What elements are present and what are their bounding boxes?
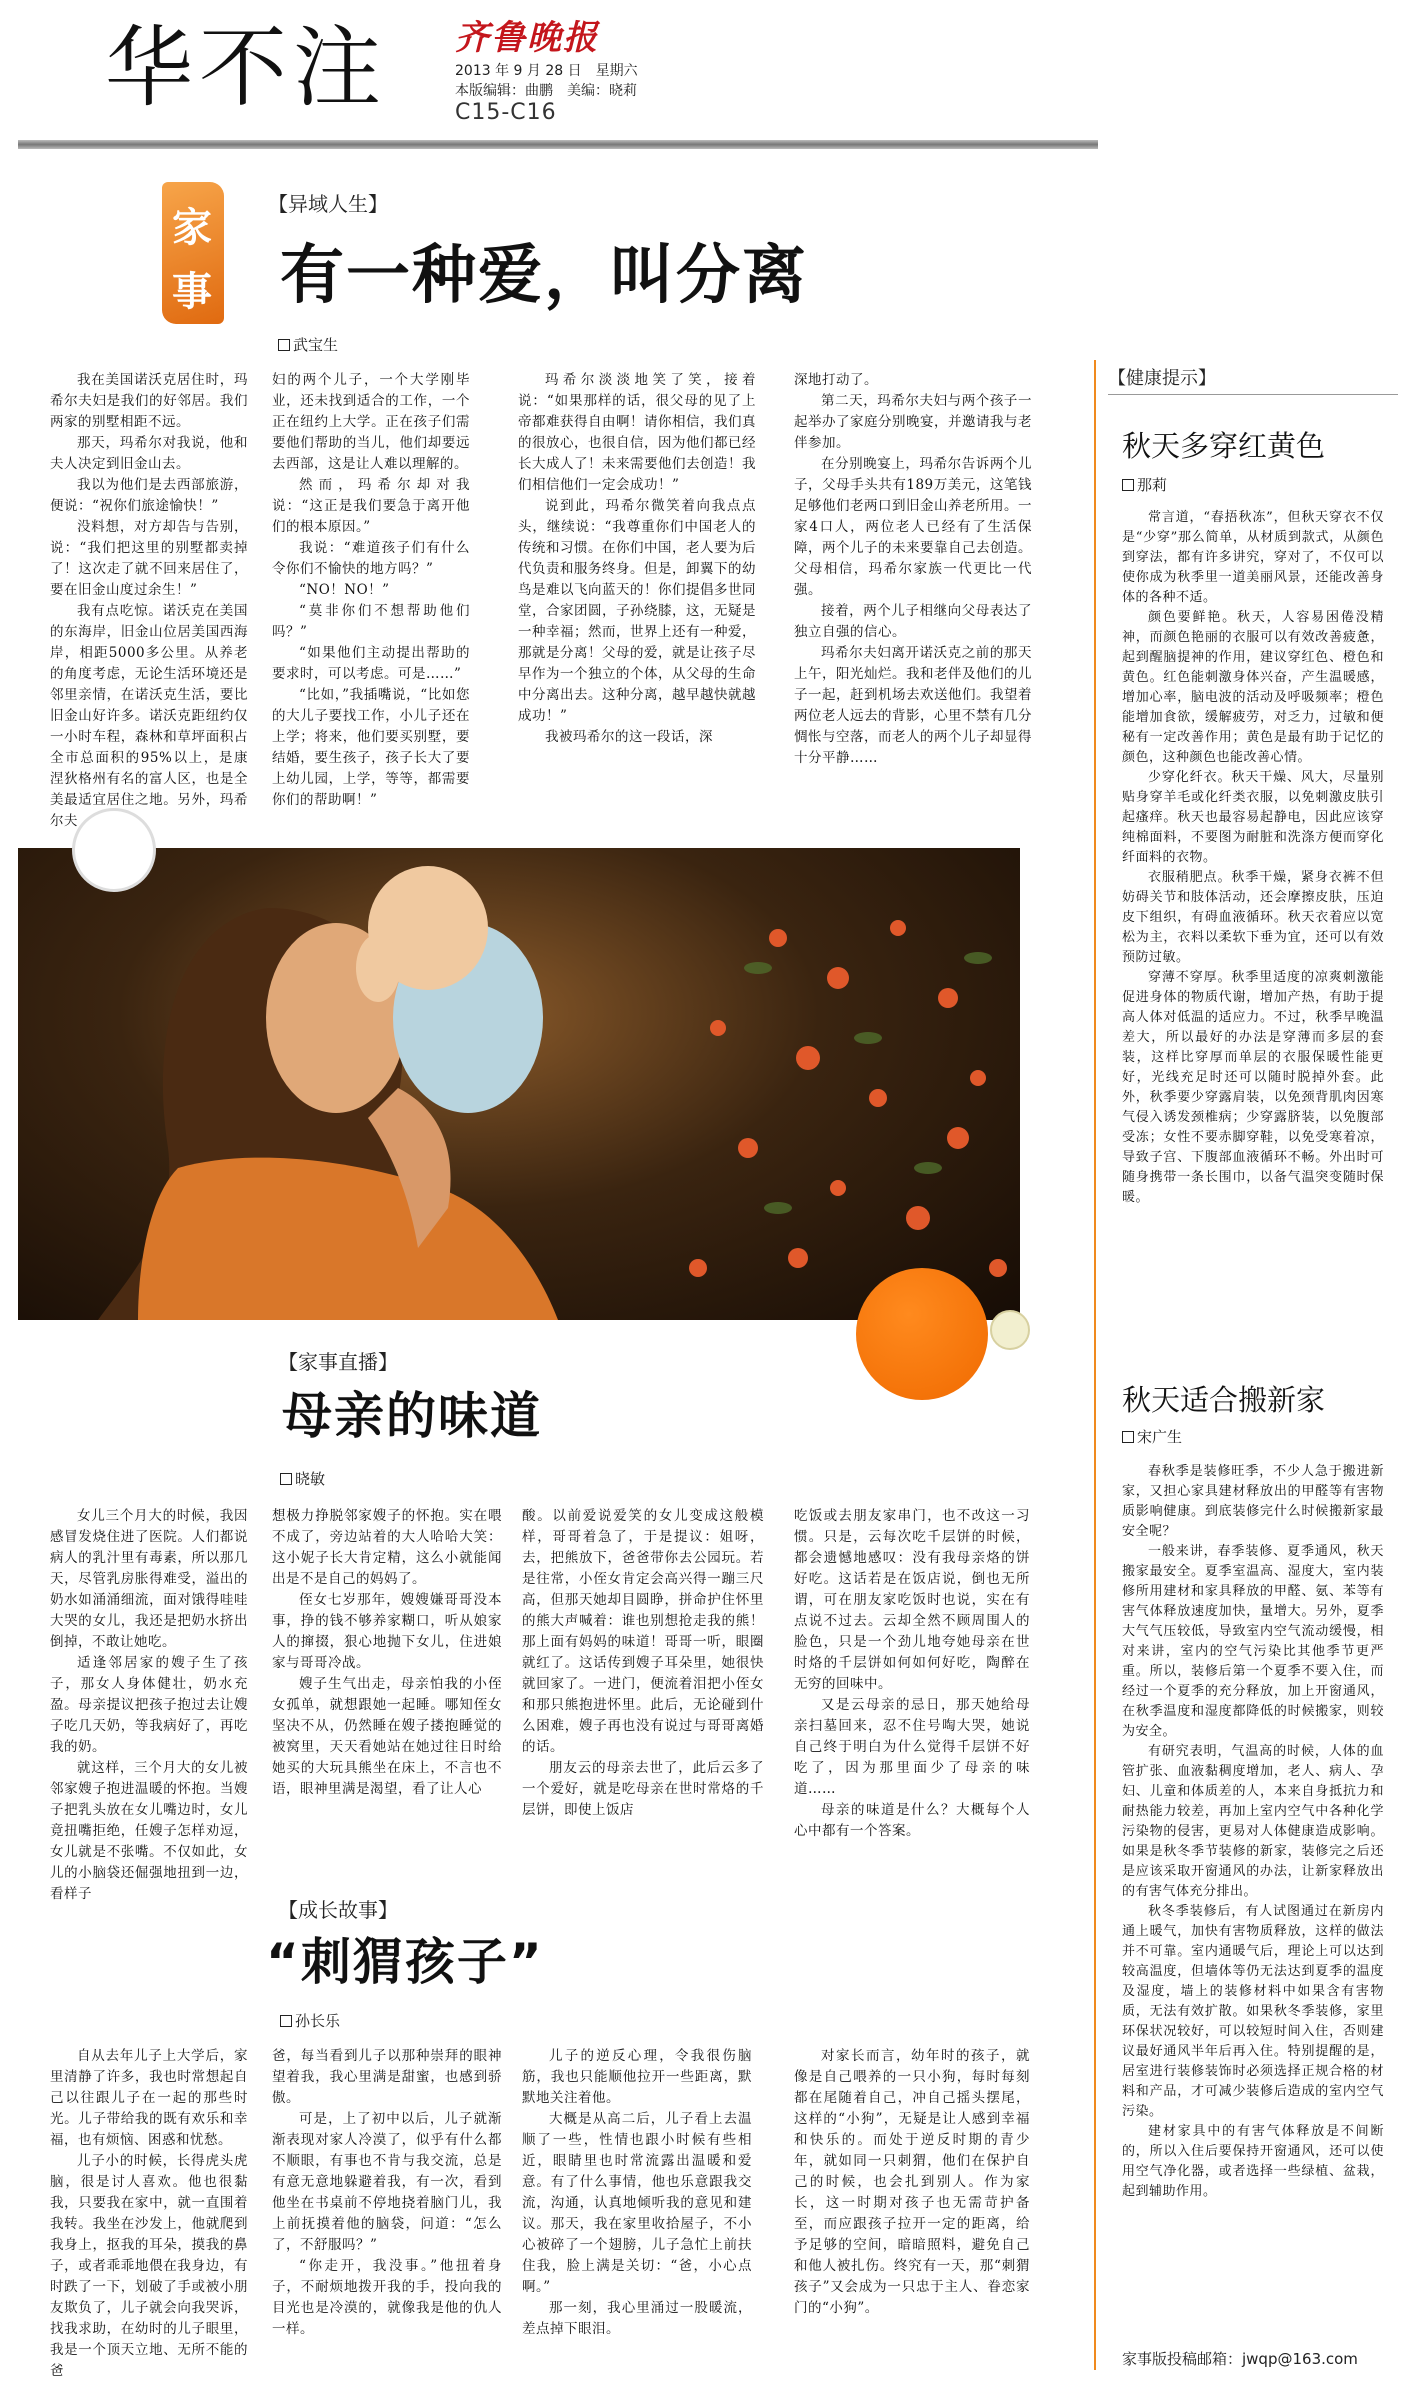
article2-col-1: [50, 1506, 248, 1902]
article3-col-2: [272, 2046, 502, 2372]
health-para: 有研究表明，气温高的时候，人体的血管扩张、血液黏稠度增加，老人、病人、孕妇、儿童和体质差的人，本来自身抵抗力和耐热能力较差，再加上室内空气中各种化学污染物的侵害，更易对人体健康造成影响。如果是秋冬季节装修的新家，装修完之后还是应该采取开窗通风的办法，让新家释放出的有害气体充分排出。: [1122, 1744, 1384, 1899]
health-title-1: 秋天多穿红黄色: [1122, 429, 1326, 463]
article3-author: 孙长乐: [295, 2012, 341, 2030]
article2-col-2: [272, 1506, 502, 1886]
article1-kicker: 【异域人生】: [268, 192, 388, 216]
article1-title: 有一种爱，叫分离: [280, 239, 808, 313]
article3-para: “你走开，我没事。”他扭着身子，不耐烦地拨开我的手，投向我的目光也是冷漠的，就像我是他的仇人一样。: [272, 2258, 502, 2337]
column-tag-char-1: 家: [172, 205, 212, 251]
article3-para: 大概是从高二后，儿子看上去温顺了一些，性情也跟小时候有些相近，眼睛里也时常流露出温暖和爱意。有了什么事情，他也乐意跟我交流，沟通，认真地倾听我的意见和建议。那天，我在家里收拾屋子，不小心被碎了一个翅膀，儿子急忙上前扶住我，脸上满是关切：“爸，小心点啊。”: [522, 2111, 752, 2295]
article3-kicker: 【成长故事】: [278, 1898, 398, 1922]
decor-circle-orange: [856, 1268, 988, 1400]
paper-name: 齐鲁晚报: [455, 18, 599, 58]
article1-col-3: [518, 370, 756, 800]
article3-para: 爸，每当看到儿子以那种崇拜的眼神望着我，我心里满是甜蜜，也感到骄傲。: [272, 2048, 502, 2106]
masthead: [0, 0, 1409, 150]
health-byline-2: [1122, 1426, 1182, 1447]
column-tag-char-2: 事: [172, 269, 212, 315]
article3-para: 对家长而言，幼年时的孩子，就像是自己喂养的一只小狗，每时每刻都在尾随着自己，冲自己摇头摆尾，这样的“小狗”，无疑是让人感到幸福和快乐的。而处于逆反时期的青少年，就如同一只刺猬，他们在保护自己的时候，也会扎到别人。作为家长，这一时期对孩子也无需苛护备至，而应跟孩子拉开一定的距离，给予足够的空间，暗暗照料，避免自己和他人被扎伤。终究有一天，那“刺猬孩子”又会成为一只忠于主人、眷恋家门的“小狗”。: [794, 2048, 1030, 2316]
article1-para: 玛希尔夫妇离开诺沃克之前的那天上午，阳光灿烂。我和老伴及他们的儿子一起，赶到机场去欢送他们。我望着两位老人远去的背影，心里不禁有几分惆怅与空落，而老人的两个儿子却显得十分平静……: [794, 645, 1032, 766]
article2-para: 又是云母亲的忌日，那天她给母亲扫墓回来，忍不住号啕大哭，她说自己终于明白为什么觉得千层饼不好吃了，因为那里面少了母亲的味道……: [794, 1697, 1030, 1797]
mother-baby-photo: [18, 848, 1020, 1320]
health-para: 建材家具中的有害气体释放是不间断的，所以入住后要保持开窗通风，还可以使用空气净化器，或者选择一些绿植、盆栽，起到辅助作用。: [1122, 2124, 1384, 2199]
health-para: 春秋季是装修旺季，不少人急于搬进新家，又担心家具建材释放出的甲醛等有害物质影响健康。到底装修完什么时候搬新家最安全呢？: [1122, 1464, 1384, 1539]
masthead-rule: [18, 140, 1098, 149]
article2-para: 酸。以前爱说爱笑的女儿变成这般模样，哥哥着急了，于是提议：姐呀，去，把熊放下，爸爸带你去公园玩。若是往常，小侄女肯定会高兴得一蹦三尺高，但那天她却目圆睁，拼命护住怀里的熊大声喊着：谁也别想抢走我的熊！那上面有妈妈的味道！哥哥一听，眼圈就红了。这话传到嫂子耳朵里，她很快就回家了。一进门，便流着泪把小侄女和那只熊抱进怀里。此后，无论碰到什么困难，嫂子再也没有说过与哥哥离婚的话。: [522, 1508, 764, 1755]
health-para: 秋冬季装修后，有人试图通过在新房内通上暖气，加快有害物质释放，这样的做法并不可靠。室内通暖气后，理论上可以达到较高温度，但墙体等仍无法达到夏季的温度及湿度，墙上的装修材料中如果含有害物质，无法有效扩散。如果秋冬季装修，家里环保状况较好，可以较短时间入住，否则建议最好通风半年后再入住。特别提醒的是，居室进行装修装饰时必须选择正规合格的材料和产品，才可减少装修后造成的室内空气污染。: [1122, 1904, 1384, 2119]
article2-para: 适逢邻居家的嫂子生了孩子，那女人身体健壮，奶水充盈。母亲提议把孩子抱过去让嫂子吃几天奶，等我病好了，再吃我的奶。: [50, 1655, 248, 1755]
byline-box-icon: [280, 2015, 292, 2027]
article1-para: 深地打动了。: [794, 372, 878, 388]
article1-byline: [278, 334, 338, 355]
health-para: 一般来讲，春季装修、夏季通风，秋天搬家最安全。夏季室温高、湿度大，室内装修所用建材和家具释放的甲醛、氨、苯等有害气体释放速度加快，量增大。另外，夏季大气气压较低，导致室内空气流动缓慢，相对来讲，室内的空气污染比其他季节更严重。所以，装修后第一个夏季不要入住，而经过一个夏季的充分释放，加上开窗通风，在秋季温度和湿度都降低的时候搬家，则较为安全。: [1122, 1544, 1384, 1739]
health-para: 常言道，“春捂秋冻”，但秋天穿衣不仅是“少穿”那么简单，从材质到款式，从颜色到穿法，都有许多讲究，穿对了，不仅可以使你成为秋季里一道美丽风景，还能改善身体的各种不适。: [1122, 510, 1384, 605]
article1-para: 我有点吃惊。诺沃克在美国的东海岸，旧金山位居美国西海岸，相距5000多公里。从养老的角度考虑，无论生活环境还是邻里亲情，在诺沃克生活，要比旧金山好许多。诺沃克距纽约仅一小时车程，森林和草坪面积占全市总面积的95%以上，是康涅狄格州有名的富人区，也是全美最适宜居住之地。另外，玛希尔夫: [50, 603, 248, 829]
health-body-2: [1122, 1462, 1384, 2328]
article3-para: 儿子的逆反心理，令我很伤脑筋，我也只能顺他拉开一些距离，默默地关注着他。: [522, 2048, 752, 2106]
health-para: 少穿化纤衣。秋天干燥、风大，尽量别贴身穿羊毛或化纤类衣服，以免刺激皮肤引起瘙痒。秋天也最容易起静电，因此应该穿纯棉面料，不要图为耐脏和洗涤方便而穿化纤面料的衣物。: [1122, 770, 1384, 865]
article3-para: 可是，上了初中以后，儿子就渐渐表现对家人冷漠了，似乎有什么都不顺眼，有事也不肯与我交流，总是有意无意地躲避着我，有一次，看到他坐在书桌前不停地挠着脑门儿，我上前抚摸着他的脑袋，问道：“怎么了，不舒服吗？”: [272, 2111, 502, 2253]
article1-para: 第二天，玛希尔夫妇与两个孩子一起举办了家庭分别晚宴，并邀请我与老伴参加。: [794, 393, 1032, 451]
article1-para: “如果他们主动提出帮助的要求时，可以考虑。可是……”: [272, 645, 470, 682]
article2-para: 母亲的味道是什么？大概每个人心中都有一个答案。: [794, 1802, 1030, 1839]
article1-para: 在分别晚宴上，玛希尔告诉两个儿子，父母手头共有189万美元，这笔钱足够他们老两口到旧金山养老所用。一家4口人，两位老人已经有了生活保障，两个儿子的未来要靠自己去创造。父母相信，玛希尔家族一代更比一代强。: [794, 456, 1032, 598]
byline-box-icon: [280, 1473, 292, 1485]
submit-email: 家事版投稿邮箱：jwqp@163.com: [1122, 2350, 1358, 2368]
health-title-2: 秋天适合搬新家: [1122, 1383, 1326, 1417]
health-label: 【健康提示】: [1108, 368, 1216, 389]
article1-col-1: [50, 370, 248, 829]
article2-kicker: 【家事直播】: [278, 1350, 398, 1374]
article3-col-1: [50, 2046, 248, 2379]
health-sidebar: [1094, 360, 1096, 2370]
article1-col-2: [272, 370, 470, 808]
article2-para: 女儿三个月大的时候，我因感冒发烧住进了医院。人们都说病人的乳汁里有毒素，所以那几天，尽管乳房胀得难受，溢出的奶水如涌涌细流，面对饿得哇哇大哭的女儿，我还是把奶水挤出倒掉，不敢让她吃。: [50, 1508, 248, 1650]
byline-box-icon: [1122, 479, 1134, 491]
article1-para: 我被玛希尔的这一段话，深: [545, 729, 713, 745]
article3-para: 儿子小的时候，长得虎头虎脑，很是讨人喜欢。他也很黏我，只要我在家中，就一直围着我转。我坐在沙发上，他就爬到我身上，抠我的耳朵，摸我的鼻子，或者乖乖地偎在我身边，有时跌了一下，划破了手或被小朋友欺负了，儿子就会向我哭诉，找我求助，在幼时的儿子眼里，我是一个顶天立地、无所不能的爸: [50, 2153, 248, 2379]
article3-title: “刺猬孩子”: [266, 1933, 544, 1991]
photo-illustration: [18, 848, 1020, 1320]
article2-col-4: [794, 1506, 1030, 1886]
article1-para: 玛希尔淡淡地笑了笑，接着说：“如果那样的话，很父母的见了上帝都难获得自由啊！请你相信，我们真的很放心，也很自信，因为他们都已经长大成人了！未来需要他们去创造！我们相信他们一定会成功！”: [518, 372, 756, 493]
article2-para: 就这样，三个月大的女儿被邻家嫂子抱进温暖的怀抱。当嫂子把乳头放在女儿嘴边时，女儿竟扭嘴拒绝，任嫂子怎样劝逗，女儿就是不张嘴。不仅如此，女儿的小脑袋还倔强地扭到一边，看样子: [50, 1760, 248, 1902]
health-byline-1: [1122, 474, 1167, 495]
decor-circle-yellow: [990, 1310, 1030, 1350]
article1-col-4: [794, 370, 1032, 800]
article1-para: 接着，两个儿子相继向父母表达了独立自强的信心。: [794, 603, 1032, 640]
editors-line: 本版编辑：曲鹏 美编：晓莉: [455, 83, 637, 99]
article1-para: “NO！NO！”: [299, 582, 390, 598]
decor-circle-white: [72, 808, 156, 892]
article3-col-3: [522, 2046, 752, 2372]
page-range: C15-C16: [455, 100, 557, 125]
health-body-1: [1122, 508, 1384, 1518]
byline-box-icon: [278, 339, 290, 351]
article2-para: 吃饭或去朋友家串门，也不改这一习惯。只是，云每次吃千层饼的时候，都会遗憾地感叹：没有我母亲烙的饼好吃。这话若是在饭店说，倒也无所谓，可在朋友家吃饭时也说，实在有点说不过去。云却全然不顾周围人的脸色，只是一个劲儿地夸她母亲在世时烙的千层饼如何如何好吃，陶醉在无穷的回味中。: [794, 1508, 1030, 1692]
article1-para: 我说：“难道孩子们有什么令你们不愉快的地方吗？”: [272, 540, 470, 577]
article1-para: 妇的两个儿子，一个大学刚毕业，还未找到适合的工作，一个正在纽约上大学。正在孩子们需要他们帮助的当儿，他们却要远去西部，这是让人难以理解的。: [272, 372, 470, 472]
article1-author: 武宝生: [293, 336, 339, 354]
health-author-2: 宋广生: [1137, 1428, 1183, 1446]
health-sidebar-panel: [1108, 360, 1398, 2376]
health-author-1: 那莉: [1137, 476, 1168, 494]
article1-para: 没料想，对方却告与告别，说：“我们把这里的别墅都卖掉了！这次走了就不回来居住了，要在旧金山度过余生！”: [50, 519, 248, 598]
article2-author: 晓敏: [295, 1470, 326, 1488]
health-para: 穿薄不穿厚。秋季里适度的凉爽刺激能促进身体的物质代谢，增加产热，有助于提高人体对低温的适应力。不过，秋季早晚温差大，所以最好的办法是穿薄而多层的套装，这样比穿厚而单层的衣服保暖性能更好，光线充足时还可以随时脱掉外套。此外，秋季要少穿露肩装，以免颈背肌肉因寒气侵入诱发颈椎病；少穿露脐装，以免腹部受冻；女性不要赤脚穿鞋，以免受寒着凉，导致子宫、下腹部血液循环不畅。外出时可随身携带一条长围巾，以备气温突变随时保暖。: [1122, 970, 1384, 1205]
health-para: 颜色要鲜艳。秋天，人容易困倦没精神，而颜色艳丽的衣服可以有效改善疲惫，起到醒脑提神的作用，建议穿红色、橙色和黄色。红色能刺激身体兴奋，产生温暖感，增加心率，脑电波的活动及呼吸频率；橙色能增加食欲，缓解疲劳，对乏力，过敏和便秘有一定改善作用；黄色是最有助于记忆的颜色，这种颜色也能改善心情。: [1122, 610, 1384, 765]
article2-col-3: [522, 1506, 764, 1886]
article3-col-4: [794, 2046, 1030, 2372]
date-line: 2013 年 9 月 28 日 星期六: [455, 63, 638, 79]
article1-para: 然而，玛希尔却对我说：“这正是我们要急于离开他们的根本原因。”: [272, 477, 470, 535]
article3-para: 那一刻，我心里涌过一股暖流，差点掉下眼泪。: [522, 2300, 752, 2337]
article1-para: “比如，”我插嘴说，“比如您的大儿子要找工作，小儿子还在上学；将来，他们要买别墅，要结婚，要生孩子，孩子长大了要上幼儿园，上学，等等，都需要你们的帮助啊！”: [272, 687, 470, 808]
byline-box-icon: [1122, 1431, 1134, 1443]
article2-byline: [280, 1468, 325, 1489]
article1-para: 那天，玛希尔对我说，他和夫人决定到旧金山去。: [50, 435, 248, 472]
article2-para: 朋友云的母亲去世了，此后云多了一个爱好，就是吃母亲在世时常烙的千层饼，即使上饭店: [522, 1760, 764, 1818]
article3-byline: [280, 2010, 340, 2031]
article2-para: 嫂子生气出走，母亲怕我的小侄女孤单，就想跟她一起睡。哪知侄女坚决不从，仍然睡在嫂子搂抱睡觉的被窝里，天天看她站在她过往日时给她买的大玩具熊坐在床上，不言也不语，眼神里满是渴望，看了让人心: [272, 1676, 502, 1797]
section-title: 华不注: [105, 16, 388, 119]
column-tag: [162, 182, 224, 324]
article3-para: 自从去年儿子上大学后，家里清静了许多，我也时常想起自己以往跟儿子在一起的那些时光。儿子带给我的既有欢乐和幸福，也有烦恼、困惑和忧愁。: [50, 2048, 248, 2148]
article1-para: 我在美国诺沃克居住时，玛希尔夫妇是我们的好邻居。我们两家的别墅相距不远。: [50, 372, 248, 430]
article2-title: 母亲的味道: [282, 1387, 542, 1445]
health-para: 衣服稍肥点。秋季干燥，紧身衣裤不但妨碍关节和肢体活动，还会摩擦皮肤，压迫皮下组织，有碍血液循环。秋天衣着应以宽松为主，衣料以柔软下垂为宜，还可以有效预防过敏。: [1122, 870, 1384, 965]
article2-para: 侄女七岁那年，嫂嫂嫌哥哥没本事，挣的钱不够养家糊口，听从娘家人的撺掇，狠心地抛下女儿，住进娘家与哥哥冷战。: [272, 1592, 502, 1671]
article1-para: 我以为他们是去西部旅游，便说：“祝你们旅途愉快！”: [50, 477, 248, 514]
article1-para: “莫非你们不想帮助他们吗？”: [272, 603, 470, 640]
health-label-rule: [1108, 394, 1398, 395]
article1-para: 说到此，玛希尔微笑着向我点点头，继续说：“我尊重你们中国老人的传统和习惯。在你们中国，老人要为后代负责和服务终身。但是，卸翼下的幼鸟是难以飞向蓝天的！你们提倡多世同堂，合家团圆，子孙绕膝，这，无疑是一种幸福；然而，世界上还有一种爱，那就是分离！父母的爱，就是让孩子尽早作为一个独立的个体，从父母的生命中分离出去。这种分离，越早越快就越成功！”: [518, 498, 756, 724]
article2-para: 想极力挣脱邻家嫂子的怀抱。实在喂不成了，旁边站着的大人哈哈大笑：这小妮子长大肯定精，这么小就能闻出是不是自己的妈妈了。: [272, 1508, 502, 1587]
